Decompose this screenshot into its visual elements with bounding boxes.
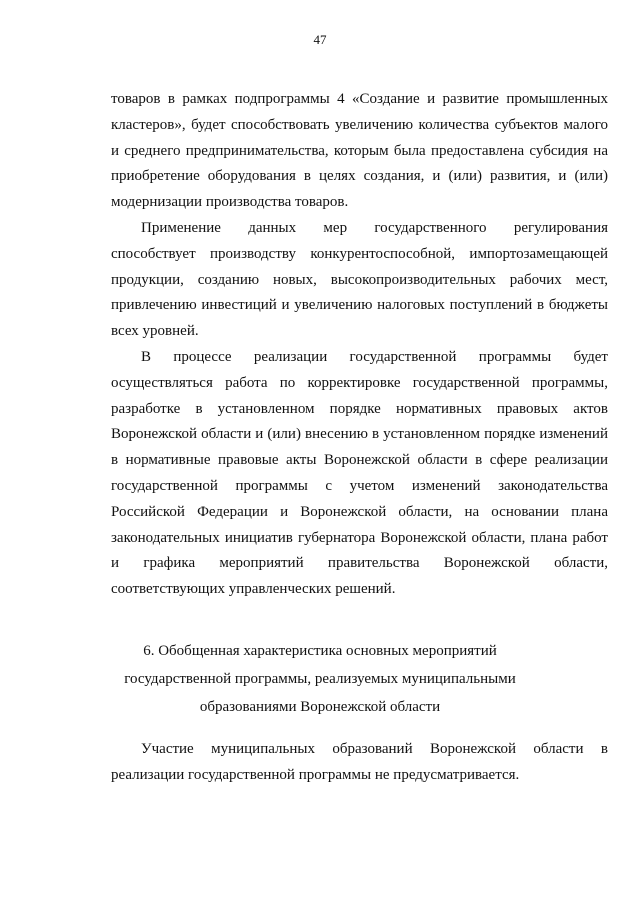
paragraph-line: кластеров», будет способствовать увеличению количества субъектов малого — [111, 116, 608, 133]
paragraph-3 — [111, 345, 608, 603]
paragraph-line: способствует производству конкурентоспособной, импортозамещающей — [111, 245, 608, 262]
paragraph-2 — [111, 216, 608, 345]
paragraph-line: соответствующих управленческих решений. — [111, 581, 396, 598]
paragraph-line: привлечению инвестиций и увеличению налоговых поступлений в бюджеты — [111, 297, 608, 314]
section-heading-line: 6. Обобщенная характеристика основных мероприятий — [143, 643, 497, 659]
paragraph-line: Воронежской области и (или) внесению в установленном порядке изменений — [111, 426, 608, 443]
paragraph-line: модернизации производства товаров. — [111, 194, 349, 211]
paragraph-1 — [111, 87, 608, 216]
paragraph-line: государственной программы с учетом изменений законодательства — [111, 477, 608, 494]
paragraph-line: законодательных инициатив губернатора Воронежской области, плана работ — [111, 529, 608, 546]
paragraph-line: всех уровней. — [111, 323, 199, 340]
paragraph-line: продукции, созданию новых, высокопроизводительных рабочих мест, — [111, 271, 608, 288]
section-heading-line: государственной программы, реализуемых муниципальными — [124, 671, 516, 687]
paragraph-line: приобретение оборудования в целях создания, и (или) развития, и (или) — [111, 168, 608, 185]
paragraph-line: реализации государственной программы не предусматривается. — [111, 766, 520, 783]
paragraph-line: и среднего предпринимательства, которым была предоставлена субсидия на — [111, 142, 608, 159]
section-heading — [0, 637, 640, 721]
paragraph-line: Применение данных мер государственного регулирования — [141, 220, 608, 236]
paragraph-line: товаров в рамках подпрограммы 4 «Создание и развитие промышленных — [111, 91, 608, 107]
section-heading-line: образованиями Воронежской области — [199, 699, 441, 715]
paragraph-line: Российской Федерации и Воронежской области, на основании плана — [111, 503, 608, 520]
paragraph-line: в нормативные правовые акты Воронежской области в сфере реализации — [111, 452, 608, 469]
paragraph-line: В процессе реализации государственной программы будет — [141, 349, 608, 365]
paragraph-line: и графика мероприятий правительства Воронежской области, — [111, 555, 608, 572]
paragraph-line: осуществляться работа по корректировке государственной программы, — [111, 374, 608, 391]
paragraph-line: Участие муниципальных образований Воронежской области в — [141, 741, 608, 757]
page-number: 47 — [313, 32, 327, 47]
paragraph-line: разработке в установленном порядке нормативных правовых актов — [111, 400, 608, 417]
closing-paragraph — [111, 737, 608, 789]
